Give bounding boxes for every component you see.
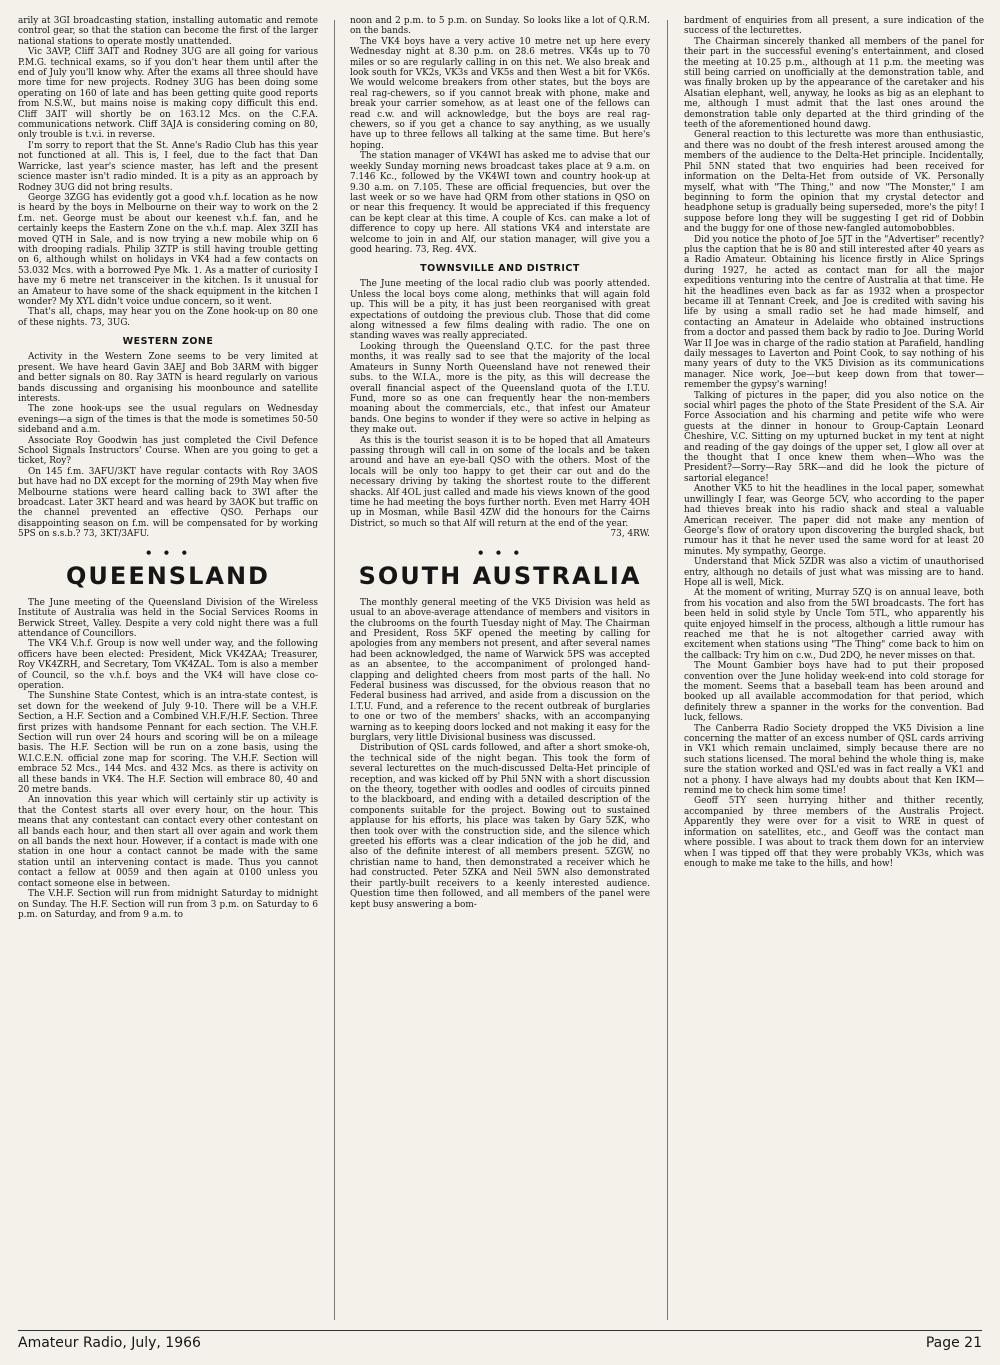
paragraph: The Canberra Radio Society dropped the VK5 Division a line concerning the matter of an excess number of QSL cards arriving in VK1 which remain unclaimed, simply because there are no such stations licensed. The moral behind the whole thing is, make sure the station worked and QSL'ed was in fact really a VK1 and not a phony. I have always had my doubts about that Ken IKM—remind me to check him some time! [684, 723, 984, 797]
column-3 [684, 16, 984, 1321]
paragraph: Another VK5 to hit the headlines in the local paper, somewhat unwillingly I fear, was George 5CV, who according to the paper had thieves break into his radio shack and steal a valuable American receiver. The paper did not make any mention of George's flow of oratory upon discovering the burgled shack, but rumour has it that he never used the same word for at least 20 minutes. My sympathy, George. [684, 484, 984, 557]
paragraph: The zone hook-ups see the usual regulars on Wednesday evenings—a sign of the times is that the mode is sometimes 50-50 sideband and a.m. [18, 404, 318, 436]
paragraph: An innovation this year which will certainly stir up activity is that the Contest starts all over every hour, on the hour. This means that any contestant can contact every other contestant on all bands each hour, and then start all over again and work them on all bands the next hour. However, if a contact is made with one station in one hour a contact cannot be made with the same station until an intervening contact is made. Thus you cannot contact a fellow at 0059 and then again at 0100 unless you contact someone else in between. [18, 795, 318, 889]
paragraph: The June meeting of the local radio club was poorly attended. Unless the local boys come along, methinks that will again fold up. This will be a pity, it has just been reorganised with great expectations of outdoing the previous club. Those that did come along witnessed a few films dealing with radio. The one on standing waves was really appreciated. [350, 279, 650, 342]
paragraph: The Sunshine State Contest, which is an intra-state contest, is set down for the weekend of July 9-10. There will be a V.H.F. Section, a H.F. Section and a Combined V.H.F./H.F. Section. Three first prizes with handsome Pennant for each section. The V.H.F. Section will run over 24 hours and scoring will be on a mileage basis. The H.F. Section will be run on a zone basis, using the W.I.C.E.N. official zone map for scoring. The V.H.F. Section will embrace 52 Mcs., 144 Mcs. and 432 Mcs. as there is activity on all these bands in VK4. The H.F. Section will embrace 80, 40 and 20 metre bands. [18, 691, 318, 796]
publication-info: Amateur Radio, July, 1966 [18, 1335, 201, 1351]
paragraph: That's all, chaps, may hear you on the Zone hook-up on 80 one of these nights. 73, 3UG. [18, 307, 318, 328]
section-separator: • • • [476, 545, 524, 560]
paragraph: noon and 2 p.m. to 5 p.m. on Sunday. So looks like a lot of Q.R.M. on the bands. [350, 16, 650, 37]
townsville-subheading: TOWNSVILLE AND DISTRICT [420, 263, 580, 275]
paragraph: Geoff 5TY seen hurrying hither and thither recently, accompanied by three members of the Australis Project. Apparently they were over for a visit to WRE in quest of information on satellites, etc., and Geoff was the contact man where possible. I was about to track them down for an interview when I was tipped off that they were probably VK3s, which was enough to make me take to the hills, and how! [684, 796, 984, 869]
paragraph: Distribution of QSL cards followed, and after a short smoke-oh, the technical side of the night began. This took the form of several lecturettes on the much-discussed Delta-Het principle of reception, and was kicked off by Phil 5NN with a short discussion on the theory, together with oodles and oodles of circuits pinned to the blackboard, and ending with a detailed description of the components suitable for the project. Bowing out to sustained applause for his efforts, his place was taken by Gary 5ZK, who then took over with the construction side, and the silence which greeted his efforts was a clear indication of the job he did, and also of the definite interest of all members present. 5ZGW, no christian name to hand, then demonstrated a receiver which he had constructed. Peter 5ZKA and Neil 5WN also demonstrated their partly-built receivers to a keenly interested audience. Question time then followed, and all members of the panel were kept busy answering a bom- [350, 743, 650, 910]
paragraph: As this is the tourist season it is to be hoped that all Amateurs passing through will call in on some of the locals and be taken around and have an eye-ball QSO with the others. Most of the locals will be only too happy to get their car out and do the necessary driving by taking the shortest route to the different shacks. Alf 4OL just called and made his views known of the good time he had meeting the boys further north. Even met Harry 4OH up in Mosman, while Basil 4ZW did the honours for the Cairns District, so much so that Alf will return at the end of the year. [350, 435, 650, 529]
column-divider [334, 20, 335, 1320]
signature: 73, 4RW. [610, 529, 650, 540]
paragraph: Vic 3AVP, Cliff 3AIT and Rodney 3UG are all going for various P.M.G. technical exams, so if you don't hear them until after the end of July you'll know why. After the exams all three should have more time for new projects. Rodney 3UG has been doing some operating on 160 of late and has been getting quite good reports from N.S.W., but mains noise is making copy difficult this end. Cliff 3AIT will shortly be on 163.12 Mcs. on the C.F.A. communications network. Cliff 3AJA is considering coming on 80, only trouble is t.v.i. in reverse. [18, 47, 318, 141]
queensland-heading: QUEENSLAND [66, 561, 270, 590]
paragraph: bardment of enquiries from all present, a sure indication of the success of the lecturettes. [684, 16, 984, 37]
paragraph: The station manager of VK4WI has asked me to advise that our weekly Sunday morning news broadcast takes place at 9 a.m. on 7.146 Kc., followed by the VK4WI town and country hook-up at 9.30 a.m. on 7.105. These are official frequencies, but over the last week or so we have had QRM from other stations in QSO on or near this frequency. It would be appreciated if this frequency can be kept clear at this time. A couple of Kcs. can make a lot of difference to copy up here. All stations VK4 and interstate are welcome to join in and Alf, our station manager, will give you a good hearing. 73, Reg. 4VX. [350, 151, 650, 255]
paragraph: General reaction to this lecturette was more than enthusiastic, and there was no doubt of the fresh interest aroused among the members of the audience to the Delta-Het principle. Incidentally, Phil 5NN stated that two enquiries had been received for information on the Delta-Het from outside of VK. Personally myself, what with "The Thing," and now "The Monster," I am beginning to form the opinion that my crystal detector and headphone setup is gradually being superseded, more's the pity! I suppose before long they will be suggesting I get rid of Dobbin and the buggy for one of those new-fangled automobobbles. [684, 130, 984, 235]
paragraph: George 3ZGG has evidently got a good v.h.f. location as he now is heard by the boys in Melbourne on their way to work on the 2 f.m. net. George must be about our keenest v.h.f. fan, and he certainly keeps the Eastern Zone on the v.h.f. map. Alex 3ZII has moved QTH in Sale, and is now trying a new mobile whip on 6 with drooping radials. Philip 3ZTP is still having trouble getting on 6, although whilst on holidays in VK4 had a few contacts on 53.032 Mcs. with a borrowed Pye Mk. 1. As a matter of curiosity I have my 6 metre net transceiver in the kitchen. Is it unusual for an Amateur to have some of the shack equipment in the kitchen I wonder? My XYL didn't voice undue concern, so it went. [18, 192, 318, 307]
paragraph: Talking of pictures in the paper, did you also notice on the social whirl pages the photo of the State President of the S.A. Air Force Association and his charming and petite wife who were guests at the dinner in honour to Group-Captain Leonard Cheshire, V.C. Sitting on my upturned bucket in my tent at night and reading of the gay doings of the upper set, I glow all over at the thought that I once knew them when—Who was the President?—Sorry—Ray 5RK—and did he look the picture of sartorial elegance! [684, 390, 984, 484]
page-footer [18, 1330, 982, 1355]
paragraph: At the moment of writing, Murray 5ZQ is on annual leave, both from his vocation and also from the 5WI broadcasts. The fort has been held in solid style by Uncle Tom 5TL, who apparently his quite enjoyed himself in the process, although a little rumour has reached me that he is not altogether carried away with excitement when stations using "The Thing" come back to him on the callback: Try him on c.w., Dud 2DQ, he never misses on that. [684, 588, 984, 661]
column-divider [667, 20, 668, 1320]
paragraph: The VK4 V.h.f. Group is now well under way, and the following officers have been elected: President, Mick VK4ZAA; Treasurer, Roy VK4ZRH, and Secretary, Tom VK4ZAL. Tom is also a member of Council, so the v.h.f. boys and the VK4 will have close co-operation. [18, 639, 318, 691]
paragraph: The V.H.F. Section will run from midnight Saturday to midnight on Sunday. The H.F. Section will run from 3 p.m. on Saturday to 6 p.m. on Saturday, and from 9 a.m. to [18, 889, 318, 920]
paragraph: Understand that Mick 5ZDR was also a victim of unauthorised entry, although no details of just what was missing are to hand. Hope all is well, Mick. [684, 557, 984, 588]
paragraph: I'm sorry to report that the St. Anne's Radio Club has this year not functioned at all. This is, I feel, due to the fact that Dan Warricke, last year's science master, has left and the present science master isn't radio minded. It is a pity as an approach by Rodney 3UG did not bring results. [18, 140, 318, 193]
paragraph: The VK4 boys have a very active 10 metre net up here every Wednesday night at 8.30 p.m. on 28.6 metres. VK4s up to 70 miles or so are regularly calling in on this net. We also break and look south for VK2s, VK3s and VK5s and then West a bit for VK6s. We would welcome breakers from other states, but the boys are real rag-chewers, so if you cannot break with phone, make and break your carrier somehow, as at least one of the fellows can read c.w. and will acknowledge, but the boys are real rag-chewers, so if you get a chance to say anything, as we usually have up to three fellows all talking at the same time. But here's hoping. [350, 36, 650, 151]
paragraph: The Chairman sincerely thanked all members of the panel for their part in the successful evening's entertainment, and closed the meeting at 10.25 p.m., although at 11 p.m. the meeting was still being carried on unofficially at the demonstration table, and was finally broken up by the appearance of the caretaker and his Alsatian elephant, well, anyway, he looks as big as an elephant to me, although I must admit that the last ones around the demonstration table only departed at the third grinding of the teeth of the aforementioned hound dawg. [684, 36, 984, 131]
paragraph: arily at 3GI broadcasting station, installing automatic and remote control gear, so that the station can become the first of the larger national stations to operate mostly unattended. [18, 16, 318, 47]
paragraph: Did you notice the photo of Joe 5JT in the "Advertiser" recently? plus the caption that he is 80 and still interested after 40 years as a Radio Amateur. Obtaining his licence firstly in Alice Springs during 1927, he acted as contact man for all the major expeditions venturing into the centre of Australia at that time. He hit the headlines even back as far as 1932 when a prospector became ill at Tennant Creek, and Joe is credited with saving his life by using a small radio set he had made himself, and contacting an Amateur in Adelaide who obtained instructions from a doctor and passed them back by radio to Joe. During World War II Joe was in charge of the radio station at Parafield, handling daily messages to Laverton and Point Cook, to say nothing of his many years of duty to the VK5 Division as its communications manager. Nice work, Joe—but keep down from that tower—remember the gypsy's warning! [684, 234, 984, 391]
section-separator: • • • [144, 545, 192, 560]
page-number: Page 21 [925, 1335, 982, 1351]
paragraph: The Mount Gambier boys have had to put their proposed convention over the June holiday week-end into cold storage for the moment. Seems that a baseball team has been around and booked up all available accommodation for that period, which definitely threw a spanner in the works for the convention. Bad luck, fellows. [684, 661, 984, 724]
paragraph: The June meeting of the Queensland Division of the Wireless Institute of Australia was held in the Social Services Rooms in Berwick Street, Valley. Despite a very cold night there was a full attendance of Councillors. [18, 597, 318, 639]
paragraph: On 145 f.m. 3AFU/3KT have regular contacts with Roy 3AOS but have had no DX except for the morning of 29th May when five Melbourne stations were heard calling back to 3WI after the broadcast. Later 3KT heard and was heard by 3AOK but traffic on the channel prevented an effective QSO. Perhaps our disappointing season on f.m. will be compensated for by working 5PS on s.s.b.? 73, 3KT/3AFU. [18, 466, 318, 540]
paragraph: Activity in the Western Zone seems to be very limited at present. We have heard Gavin 3AEJ and Bob 3ARM with bigger and better signals on 80. Ray 3ATN is heard regularly on various bands discussing and organising his moonbounce and satellite interests. [18, 352, 318, 404]
paragraph: Looking through the Queensland Q.T.C. for the past three months, it was really sad to see that the majority of the local Amateurs in Sunny North Queensland have not renewed their subs. to the W.I.A., more is the pity, as this will decrease the overall financial aspect of the Queensland quota of the I.T.U. Fund, more so as one can frequently hear the non-members moaning about the commercials, etc., that infest our Amateur bands. One begins to wonder if they were so active in helping as they make out. [350, 341, 650, 436]
western-zone-subheading: WESTERN ZONE [122, 336, 214, 348]
paragraph: The monthly general meeting of the VK5 Division was held as usual to an above-average attendance of members and visitors in the clubrooms on the fourth Tuesday night of May. The Chairman and President, Ross 5KF opened the meeting by calling for apologies from any members not present, and after several names had been acknowledged, the name of Warwick 5PS was accepted as an absentee, to the accompaniment of prolonged hand-clapping and delighted cheers from most parts of the hall. No Federal business was discussed, for the obvious reason that no Federal business had arrived, and aside from a discussion on the I.T.U. Fund, and a reference to the recent outbreak of burglaries to one or two of the members' shacks, with an accompanying warning as to keeping doors locked and not making it easy for the burglars, very little Divisional business was discussed. [350, 597, 650, 743]
south-australia-heading: SOUTH AUSTRALIA [358, 561, 642, 590]
column-2 [350, 16, 650, 1321]
column-1 [18, 16, 318, 1321]
paragraph: Associate Roy Goodwin has just completed the Civil Defence School Signals Instructors' Course. When are you going to get a ticket, Roy? [18, 435, 318, 467]
